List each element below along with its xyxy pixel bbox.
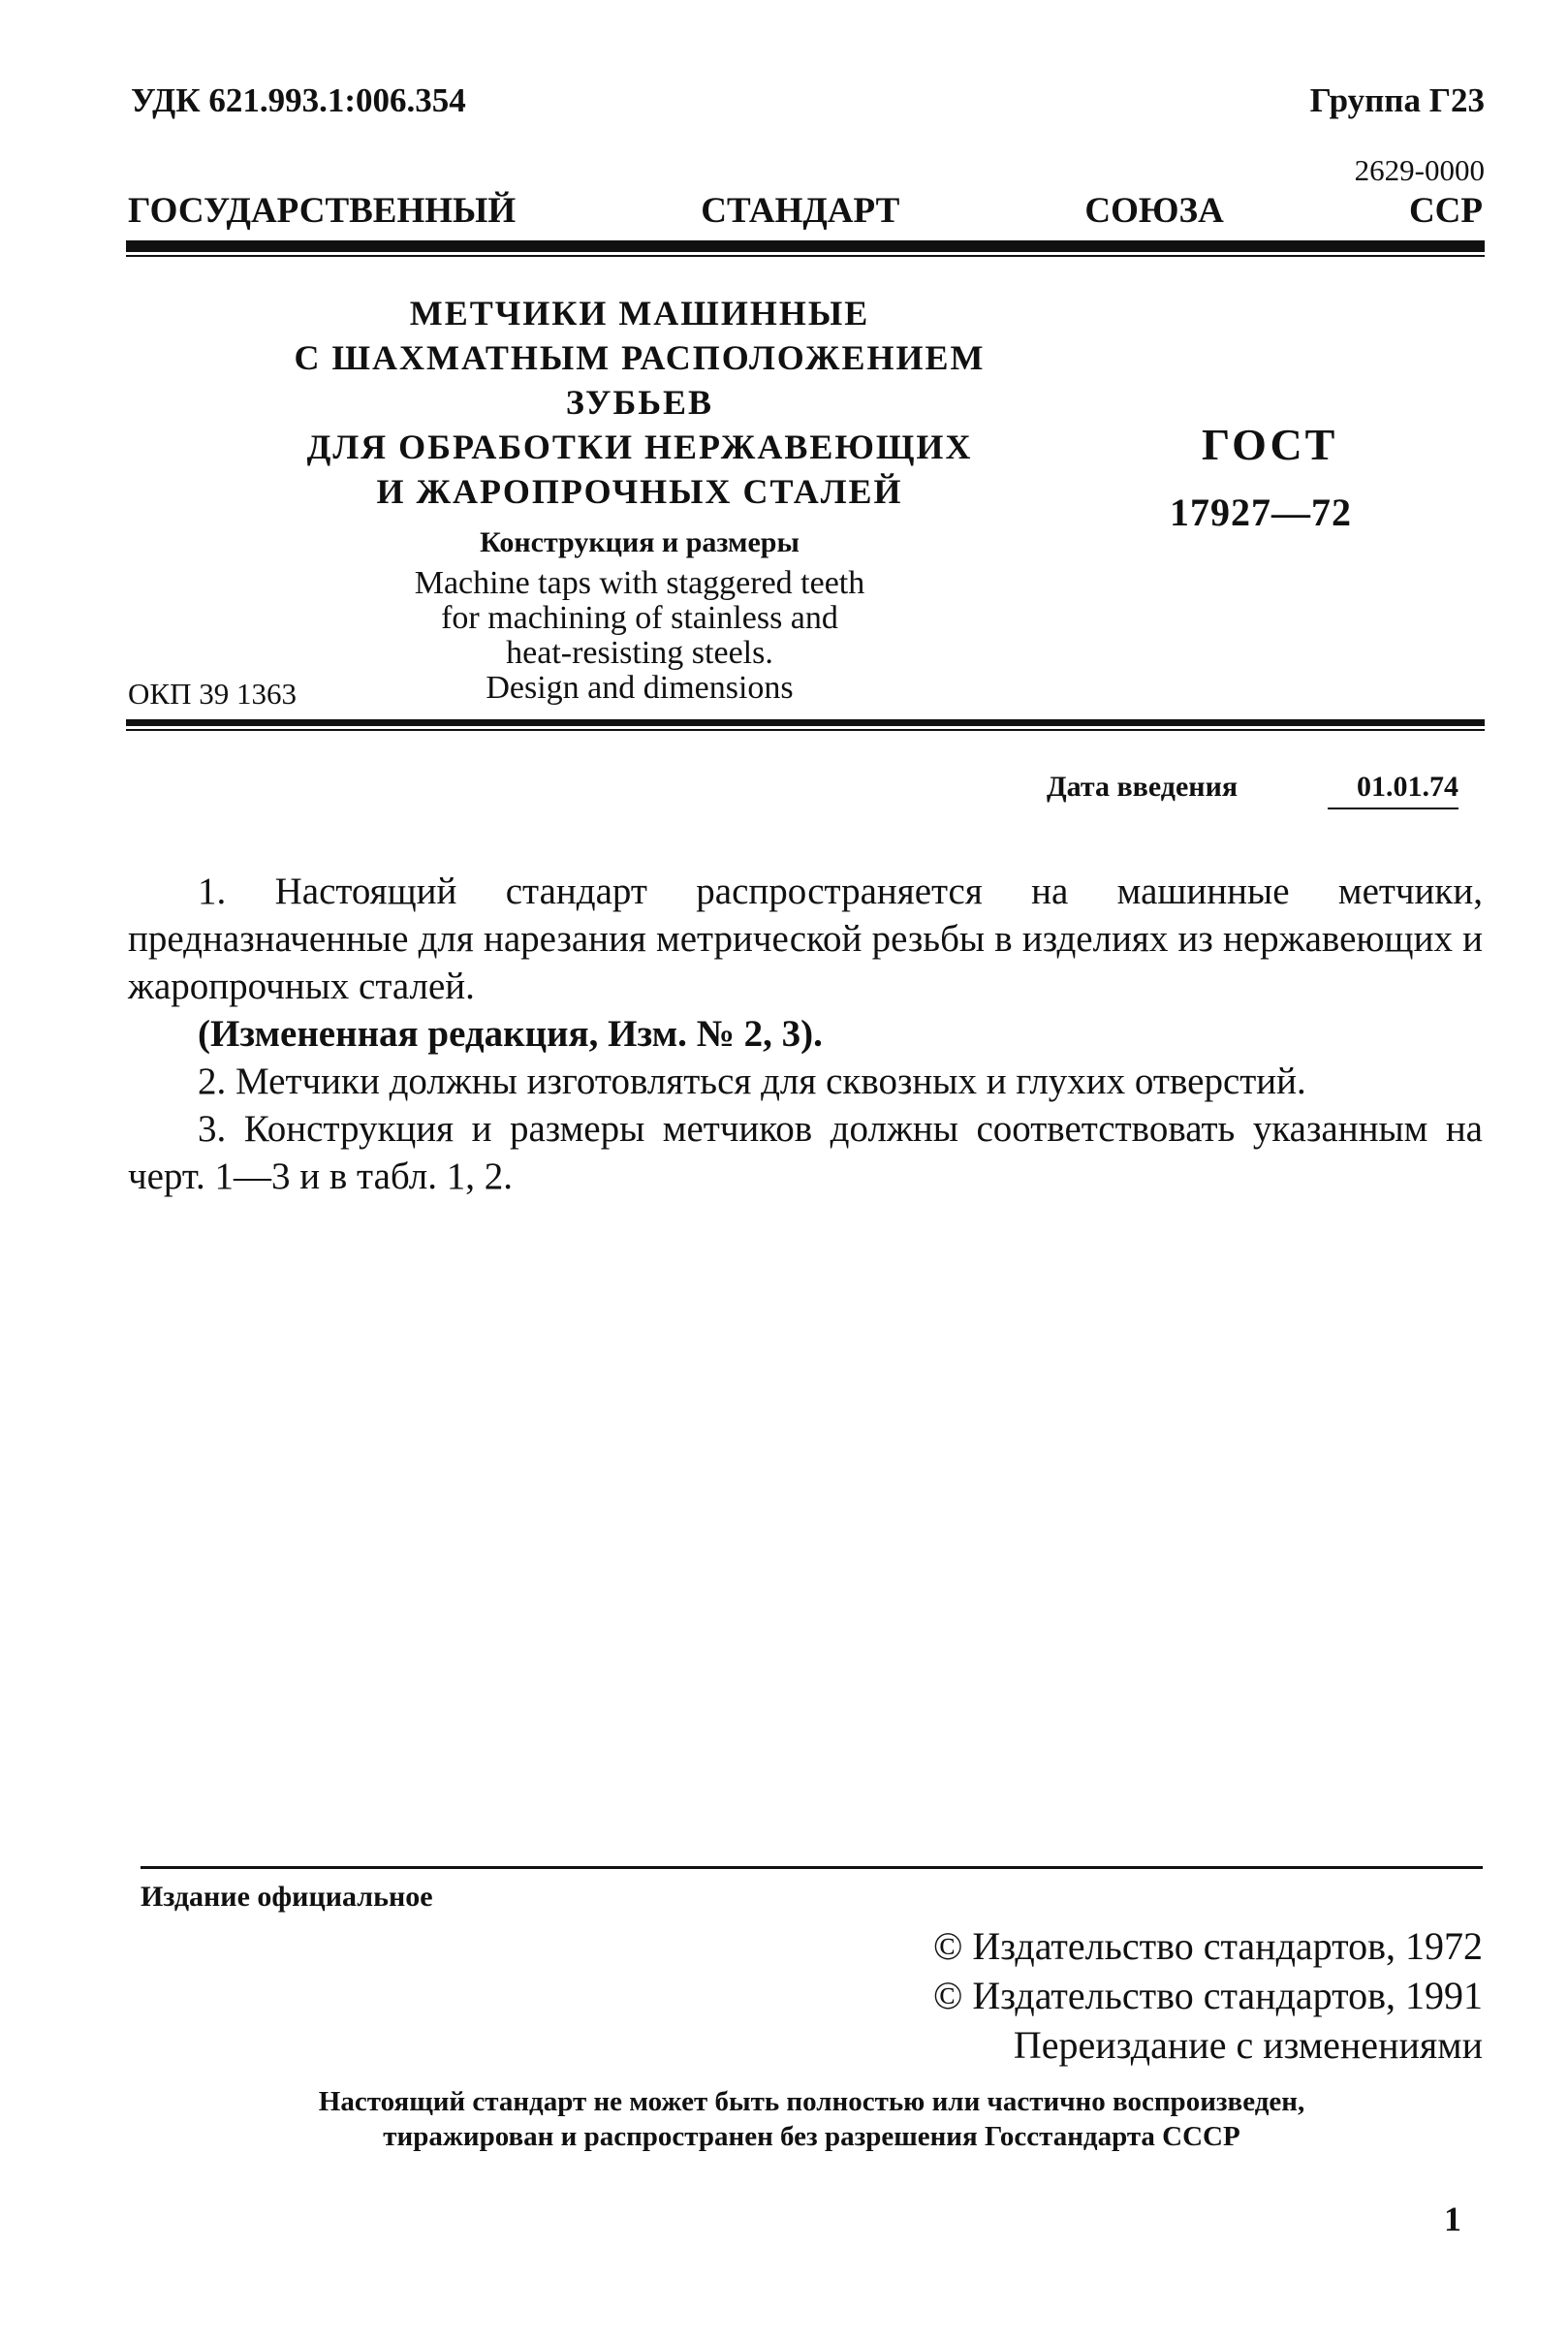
english-title-line-3: heat-resisting steels. xyxy=(506,635,773,671)
reissue-note: Переиздание с изменениями xyxy=(1013,2023,1483,2067)
udk-code: УДК 621.993.1:006.354 xyxy=(131,81,466,119)
header-rule-thin xyxy=(126,255,1485,257)
copyright-1991: © Издательство стандартов, 1991 xyxy=(932,1974,1483,2017)
title-rule-thick xyxy=(126,719,1485,726)
gost-label: ГОСТ xyxy=(1202,420,1338,469)
title-line-1: МЕТЧИКИ МАШИННЫЕ xyxy=(409,294,870,333)
official-edition-label: Издание официальное xyxy=(141,1881,433,1913)
copyright-1972: © Издательство стандартов, 1972 xyxy=(932,1924,1483,1968)
footer-rule xyxy=(141,1866,1483,1869)
okp-code: ОКП 39 1363 xyxy=(128,677,297,711)
notice-line-2: тиражирован и распространен без разрешения Госстандарта СССР xyxy=(383,2121,1240,2152)
title-line-2: С ШАХМАТНЫМ РАСПОЛОЖЕНИЕМ ЗУБЬЕВ xyxy=(294,338,986,422)
clause-1: 1. Настоящий стандарт распространяется на машинные метчики, предназначенные для нарезания метрической резьбы в изделиях из нержавеющих и жаропрочных сталей. xyxy=(128,871,1483,1007)
english-title-line-4: Design and dimensions xyxy=(486,670,794,706)
header-rule-thick xyxy=(126,240,1485,252)
group-code: Группа Г23 xyxy=(1309,81,1485,119)
clause-2: 2. Метчики должны изготовляться для сквозных и глухих отверстий. xyxy=(198,1061,1306,1102)
notice-line-1: Настоящий стандарт не может быть полностью или частично воспроизведен, xyxy=(318,2086,1305,2117)
title-rule-thin xyxy=(126,729,1485,731)
english-title-line-1: Machine taps with staggered teeth xyxy=(414,565,865,601)
amendment-note: (Измененная редакция, Изм. № 2, 3). xyxy=(198,1013,823,1055)
title-line-4: И ЖАРОПРОЧНЫХ СТАЛЕЙ xyxy=(376,472,903,511)
reproduction-notice xyxy=(141,2084,1483,2154)
copyright-block xyxy=(933,1921,1483,2070)
page-number: 1 xyxy=(1444,2200,1461,2238)
standard-title-block xyxy=(242,291,1037,706)
title-subtitle: Конструкция и размеры xyxy=(480,526,800,558)
standard-body xyxy=(128,868,1483,1200)
clause-3: 3. Конструкция и размеры метчиков должны соответствовать указанным на черт. 1—3 и в табл. 1, 2. xyxy=(128,1108,1483,1197)
classification-code: 2629-0000 xyxy=(1354,153,1485,187)
state-standard-title: ГОСУДАРСТВЕННЫЙ СТАНДАРТ СОЮЗА ССР xyxy=(128,191,1483,231)
effective-date-label: Дата введения xyxy=(1047,771,1239,803)
effective-date-value: 01.01.74 xyxy=(1328,771,1458,809)
english-title-line-2: for machining of stainless and xyxy=(441,600,838,636)
gost-number: 17927—72 xyxy=(1170,491,1352,534)
title-line-3: ДЛЯ ОБРАБОТКИ НЕРЖАВЕЮЩИХ xyxy=(306,428,973,466)
